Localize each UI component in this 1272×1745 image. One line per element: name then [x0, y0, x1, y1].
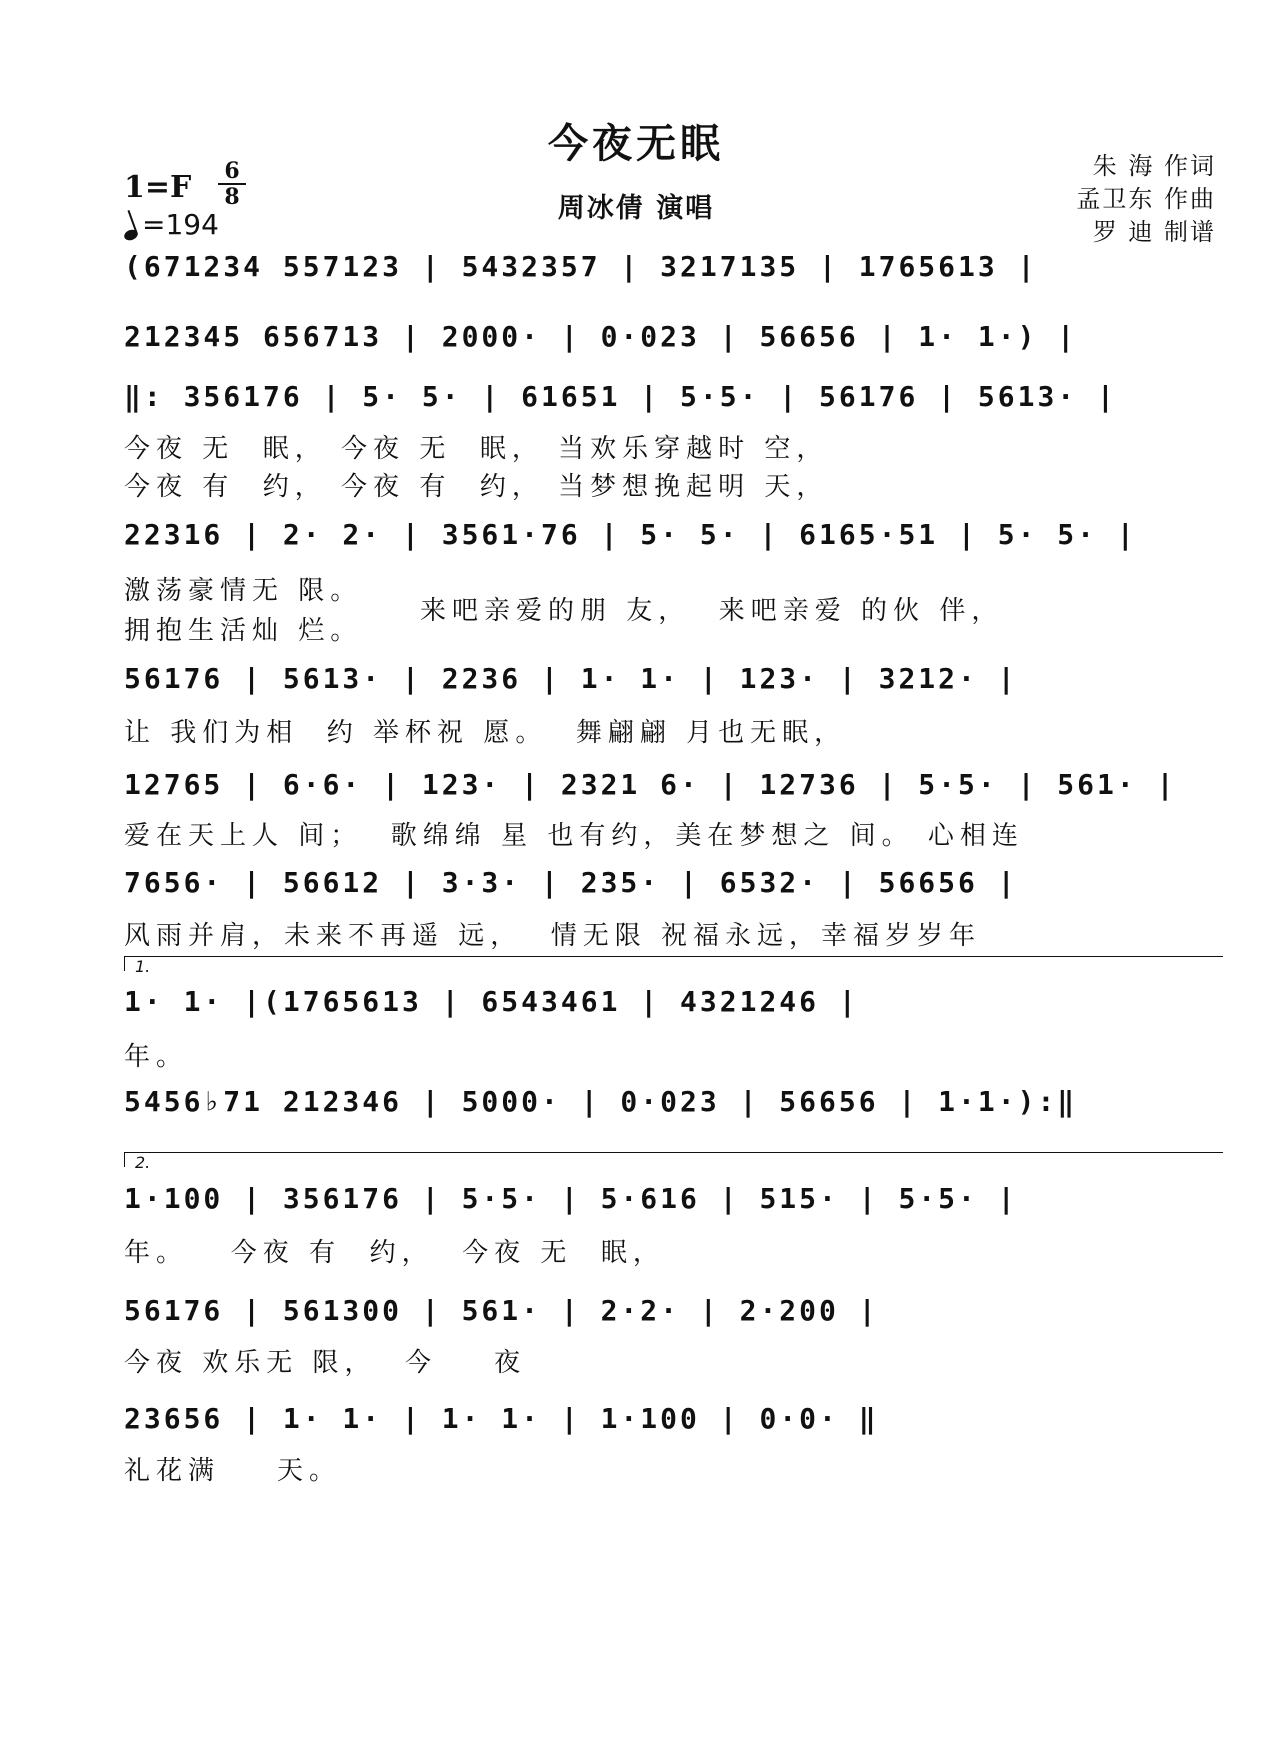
lyric-line-4a: 激荡豪情无 限。: [124, 576, 363, 606]
singer-credit: 周冰倩 演唱: [557, 193, 715, 224]
lyric-line-5: 让 我们为相 约 举杯祝 愿。 舞翩翩 月也无眠，: [124, 718, 847, 748]
volta-bracket-2: 2.: [124, 1152, 1223, 1167]
time-signature: [218, 160, 246, 208]
score-line-11: 56176 | 561300 | 561· | 2·2· | 2·200 |: [124, 1294, 879, 1327]
credit-transcriber: 罗 迪 制谱: [1092, 218, 1216, 246]
time-signature-top: 6: [224, 158, 240, 184]
credit-lyricist: 朱 海 作词: [1092, 152, 1216, 180]
lyric-line-8: 年。: [124, 1042, 189, 1072]
quarter-note-icon: [123, 228, 140, 242]
credit-composer: 孟卫东 作曲: [1076, 185, 1216, 213]
volta-bracket-1: 1.: [124, 956, 1223, 971]
score-line-9: 5456♭71 212346 | 5000· | 0·023 | 56656 | 1·1·):‖: [124, 1085, 1078, 1118]
score-line-2: 212345 656713 | 2000· | 0·023 | 56656 | 1· 1·) |: [124, 320, 1078, 353]
score-line-10: 1·100 | 356176 | 5·5· | 5·616 | 515· | 5·5· |: [124, 1182, 1018, 1215]
score-line-4: 22316 | 2· 2· | 3561·76 | 5· 5· | 6165·51 | 5· 5· |: [124, 518, 1137, 551]
time-signature-bottom: 8: [224, 184, 240, 210]
score-line-5: 56176 | 5613· | 2236 | 1· 1· | 123· | 3212· |: [124, 662, 1018, 695]
score-line-7: 7656· | 56612 | 3·3· | 235· | 6532· | 56656 |: [124, 866, 1018, 899]
song-title: 今夜无眠: [548, 120, 724, 167]
lyric-line-11: 今夜 欢乐无 限， 今 夜: [124, 1348, 527, 1378]
score-line-8: 1· 1· |(1765613 | 6543461 | 4321246 |: [124, 985, 859, 1018]
tempo-marking: [124, 208, 219, 241]
score-line-1: (671234 557123 | 5432357 | 3217135 | 1765613 |: [124, 250, 1038, 283]
tempo-value: =194: [142, 208, 219, 241]
credits: [1036, 150, 1216, 249]
score-line-12: 23656 | 1· 1· | 1· 1· | 1·100 | 0·0· ‖: [124, 1402, 879, 1435]
lyric-line-3b: 今夜 有 约， 今夜 有 约， 当梦想挽起明 天，: [124, 472, 829, 502]
score-line-3: ‖: 356176 | 5· 5· | 61651 | 5·5· | 56176 | 5613· |: [124, 380, 1117, 413]
key-signature: 1=F: [124, 170, 192, 205]
lyric-line-4-chorus: 来吧亲爱的朋 友， 来吧亲爱 的伙 伴，: [420, 596, 1004, 626]
lyric-line-3a: 今夜 无 眠， 今夜 无 眠， 当欢乐穿越时 空，: [124, 434, 829, 464]
lyric-line-6: 爱在天上人 间； 歌绵绵 星 也有约，美在梦想之 间。 心相连: [124, 821, 1024, 851]
score-line-6: 12765 | 6·6· | 123· | 2321 6· | 12736 | 5·5· | 561· |: [124, 768, 1177, 801]
lyric-line-4b: 拥抱生活灿 烂。: [124, 616, 363, 646]
lyric-line-12: 礼花满 天。: [124, 1456, 342, 1486]
lyric-line-10: 年。 今夜 有 约， 今夜 无 眠，: [124, 1238, 665, 1268]
lyric-line-7: 风雨并肩，未来不再遥 远， 情无限 祝福永远，幸福岁岁年: [124, 921, 982, 951]
